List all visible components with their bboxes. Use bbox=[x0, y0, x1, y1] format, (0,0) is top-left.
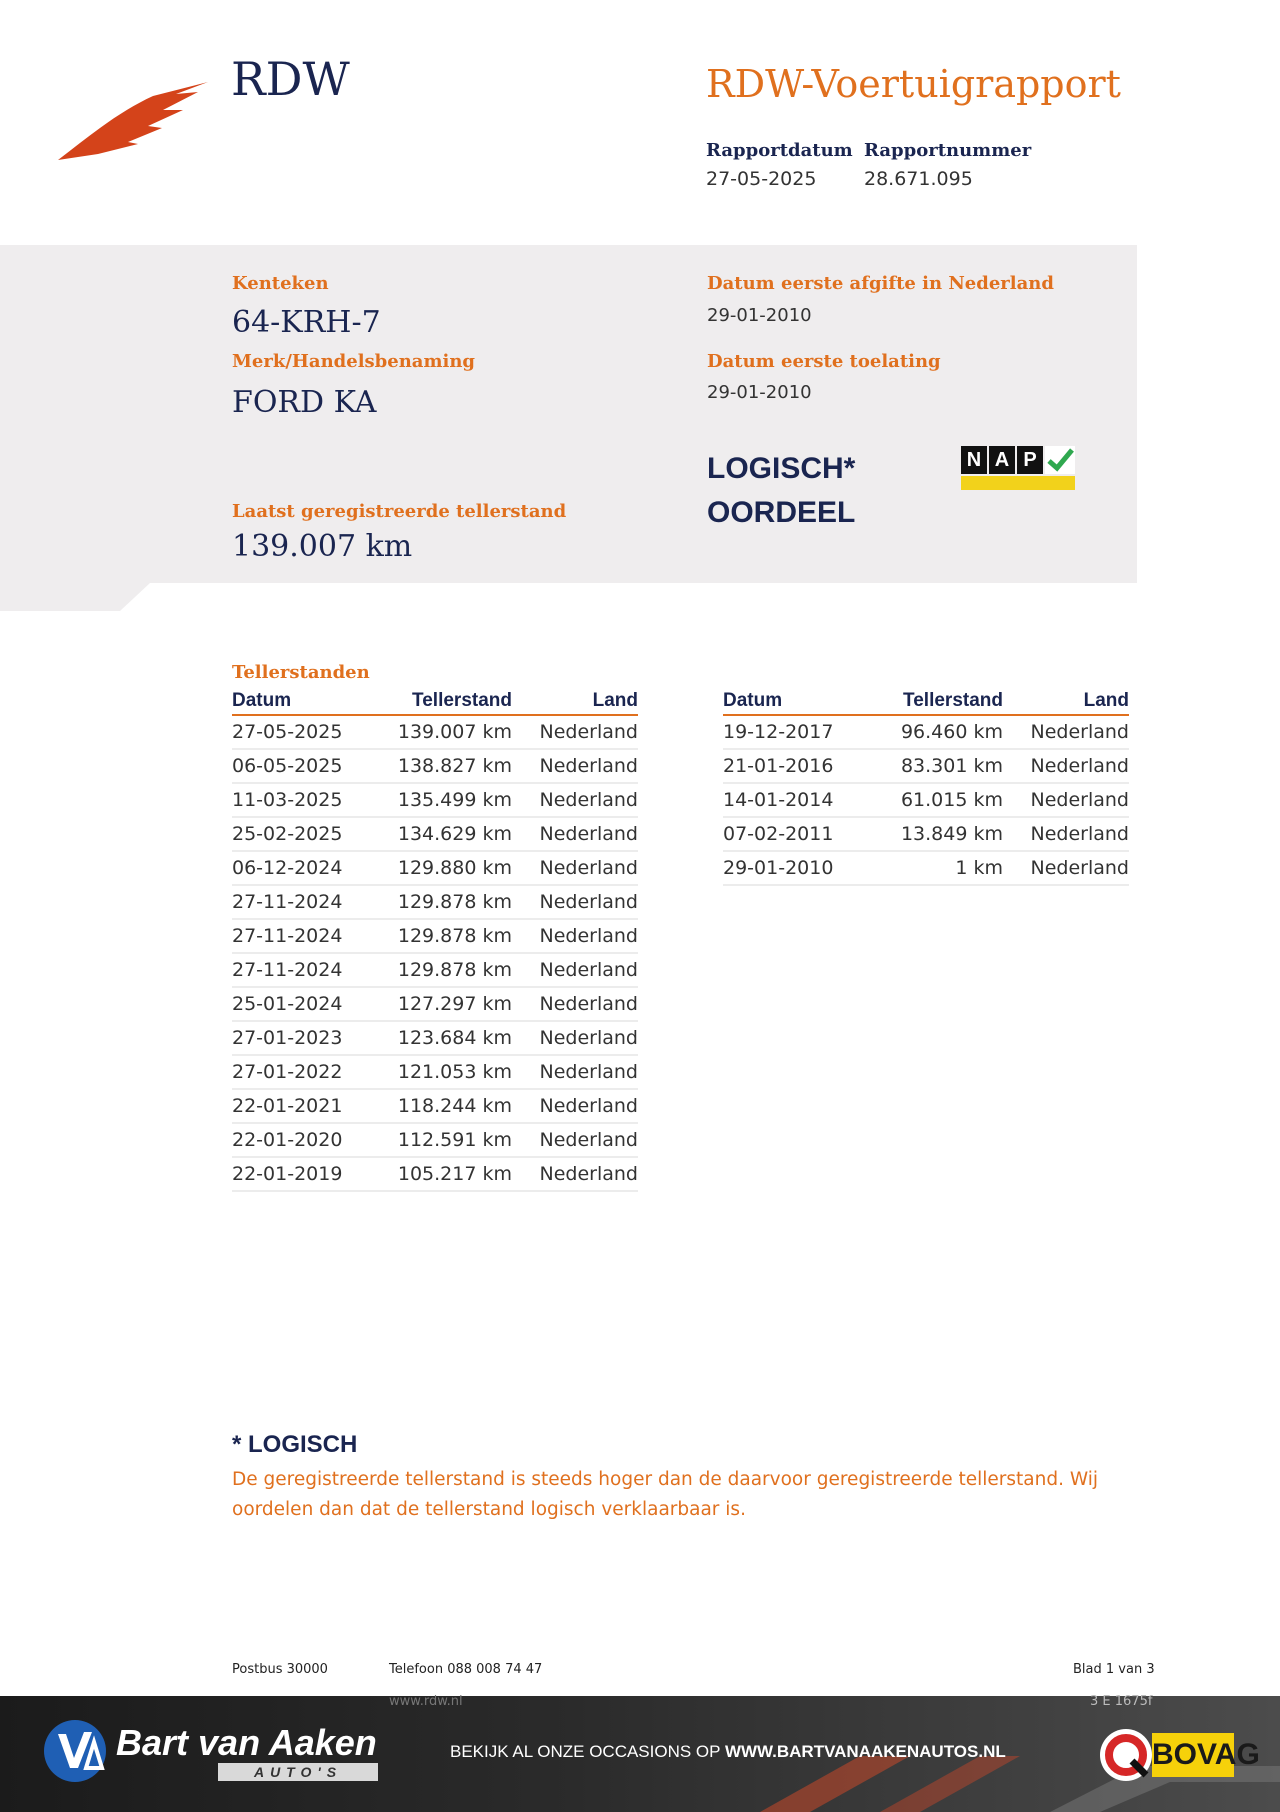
panel-notch bbox=[0, 583, 150, 611]
cell-country: Nederland bbox=[512, 919, 638, 953]
footnote-title: * LOGISCH bbox=[232, 1431, 358, 1458]
footer-postbus: Postbus 30000 bbox=[232, 1662, 328, 1677]
footer-code: 3 E 1675f bbox=[1090, 1694, 1153, 1709]
cell-reading: 121.053 km bbox=[382, 1055, 512, 1089]
cell-date: 25-02-2025 bbox=[232, 817, 382, 851]
make-value: FORD KA bbox=[232, 385, 377, 420]
cell-reading: 138.827 km bbox=[382, 749, 512, 783]
nap-bar bbox=[961, 476, 1075, 490]
nap-letter-a: A bbox=[989, 446, 1015, 474]
cell-country: Nederland bbox=[1003, 715, 1129, 749]
cell-date: 22-01-2021 bbox=[232, 1089, 382, 1123]
report-number-label: Rapportnummer bbox=[864, 140, 1032, 161]
odometer-table-left bbox=[232, 690, 638, 1192]
banner-url-link[interactable]: WWW.BARTVANAAKENAUTOS.NL bbox=[724, 1742, 1006, 1761]
cell-date: 29-01-2010 bbox=[723, 851, 873, 885]
report-date: 27-05-2025 bbox=[706, 168, 817, 190]
table-row bbox=[232, 749, 638, 783]
cell-date: 27-11-2024 bbox=[232, 885, 382, 919]
cell-reading: 135.499 km bbox=[382, 783, 512, 817]
cell-country: Nederland bbox=[512, 1089, 638, 1123]
cell-date: 21-01-2016 bbox=[723, 749, 873, 783]
col-date: Datum bbox=[723, 690, 873, 715]
plate-label: Kenteken bbox=[232, 273, 329, 294]
table-row bbox=[723, 817, 1129, 851]
cell-reading: 129.878 km bbox=[382, 919, 512, 953]
cell-date: 22-01-2019 bbox=[232, 1157, 382, 1191]
cell-date: 22-01-2020 bbox=[232, 1123, 382, 1157]
cell-country: Nederland bbox=[1003, 851, 1129, 885]
make-label: Merk/Handelsbenaming bbox=[232, 351, 476, 372]
cell-country: Nederland bbox=[512, 1123, 638, 1157]
cell-country: Nederland bbox=[512, 1157, 638, 1191]
cell-country: Nederland bbox=[512, 715, 638, 749]
nap-letter-n: N bbox=[961, 446, 987, 474]
nap-check-icon bbox=[1045, 446, 1075, 474]
cell-reading: 61.015 km bbox=[873, 783, 1003, 817]
last-odometer-label: Laatst geregistreerde tellerstand bbox=[232, 501, 567, 522]
cell-date: 14-01-2014 bbox=[723, 783, 873, 817]
cell-date: 06-05-2025 bbox=[232, 749, 382, 783]
table-row bbox=[723, 783, 1129, 817]
cell-date: 27-01-2023 bbox=[232, 1021, 382, 1055]
dealer-subtitle: AUTO'S bbox=[218, 1763, 378, 1781]
table-row bbox=[232, 817, 638, 851]
col-reading: Tellerstand bbox=[382, 690, 512, 715]
col-country: Land bbox=[512, 690, 638, 715]
footer-page: Blad 1 van 3 bbox=[1073, 1662, 1155, 1677]
verdict-line2: OORDEEL bbox=[707, 496, 856, 529]
cell-date: 27-11-2024 bbox=[232, 953, 382, 987]
cell-country: Nederland bbox=[1003, 783, 1129, 817]
table-row bbox=[232, 783, 638, 817]
table-row bbox=[232, 851, 638, 885]
footer-website[interactable]: www.rdw.nl bbox=[389, 1694, 463, 1709]
last-odometer-value: 139.007 km bbox=[232, 529, 413, 564]
cell-date: 27-05-2025 bbox=[232, 715, 382, 749]
cell-country: Nederland bbox=[512, 885, 638, 919]
footer-phone: Telefoon 088 008 74 47 bbox=[389, 1662, 543, 1677]
first-admission-label: Datum eerste toelating bbox=[707, 351, 941, 372]
dealer-logo-icon bbox=[42, 1718, 112, 1784]
verdict-line1: LOGISCH* bbox=[707, 452, 856, 485]
report-number: 28.671.095 bbox=[864, 168, 973, 190]
banner-tagline bbox=[450, 1742, 1006, 1762]
cell-country: Nederland bbox=[512, 783, 638, 817]
cell-reading: 13.849 km bbox=[873, 817, 1003, 851]
first-admission-value: 29-01-2010 bbox=[707, 382, 812, 403]
cell-reading: 134.629 km bbox=[382, 817, 512, 851]
table-row bbox=[232, 885, 638, 919]
cell-date: 11-03-2025 bbox=[232, 783, 382, 817]
cell-country: Nederland bbox=[512, 817, 638, 851]
table-row bbox=[232, 1123, 638, 1157]
bovag-label: BOVAG bbox=[1152, 1733, 1234, 1777]
cell-country: Nederland bbox=[512, 749, 638, 783]
table-row bbox=[232, 1089, 638, 1123]
cell-country: Nederland bbox=[1003, 817, 1129, 851]
table-row bbox=[232, 987, 638, 1021]
odometer-table-right bbox=[723, 690, 1129, 886]
vehicle-summary-panel bbox=[0, 245, 1137, 583]
table-row bbox=[723, 715, 1129, 749]
cell-reading: 129.878 km bbox=[382, 953, 512, 987]
table-row bbox=[232, 715, 638, 749]
footnote-text: De geregistreerde tellerstand is steeds hoger dan de daarvoor geregistreerde tellerstand. Wij oordelen dan dat de tellerstand logisch verklaarbaar is. bbox=[232, 1469, 1098, 1520]
table-row bbox=[723, 851, 1129, 885]
cell-reading: 105.217 km bbox=[382, 1157, 512, 1191]
cell-date: 25-01-2024 bbox=[232, 987, 382, 1021]
dealer-name: Bart van Aaken bbox=[116, 1722, 377, 1763]
plate-value: 64-KRH-7 bbox=[232, 305, 381, 340]
cell-date: 27-11-2024 bbox=[232, 919, 382, 953]
cell-reading: 129.880 km bbox=[382, 851, 512, 885]
col-date: Datum bbox=[232, 690, 382, 715]
cell-date: 27-01-2022 bbox=[232, 1055, 382, 1089]
cell-reading: 1 km bbox=[873, 851, 1003, 885]
odometer-section-title: Tellerstanden bbox=[232, 662, 370, 683]
cell-reading: 129.878 km bbox=[382, 885, 512, 919]
cell-country: Nederland bbox=[512, 987, 638, 1021]
cell-country: Nederland bbox=[1003, 749, 1129, 783]
table-row bbox=[232, 1055, 638, 1089]
banner-tagline-text: BEKIJK AL ONZE OCCASIONS OP bbox=[450, 1742, 721, 1761]
first-issue-nl-value: 29-01-2010 bbox=[707, 305, 812, 326]
cell-date: 07-02-2011 bbox=[723, 817, 873, 851]
cell-reading: 118.244 km bbox=[382, 1089, 512, 1123]
cell-country: Nederland bbox=[512, 1055, 638, 1089]
nap-letter-p: P bbox=[1017, 446, 1043, 474]
table-row bbox=[232, 919, 638, 953]
cell-reading: 96.460 km bbox=[873, 715, 1003, 749]
cell-country: Nederland bbox=[512, 953, 638, 987]
cell-country: Nederland bbox=[512, 851, 638, 885]
report-title: RDW-Voertuigrapport bbox=[706, 62, 1121, 106]
cell-reading: 123.684 km bbox=[382, 1021, 512, 1055]
cell-date: 06-12-2024 bbox=[232, 851, 382, 885]
cell-reading: 83.301 km bbox=[873, 749, 1003, 783]
table-row bbox=[232, 1157, 638, 1191]
table-row bbox=[232, 953, 638, 987]
cell-reading: 127.297 km bbox=[382, 987, 512, 1021]
first-issue-nl-label: Datum eerste afgifte in Nederland bbox=[707, 273, 1054, 294]
col-country: Land bbox=[1003, 690, 1129, 715]
table-row bbox=[723, 749, 1129, 783]
rdw-wing-logo bbox=[58, 82, 208, 162]
report-date-label: Rapportdatum bbox=[706, 140, 853, 161]
nap-logo bbox=[961, 446, 1075, 492]
brand-name: RDW bbox=[231, 52, 350, 106]
bovag-emblem-icon bbox=[1098, 1727, 1154, 1783]
col-reading: Tellerstand bbox=[873, 690, 1003, 715]
cell-reading: 112.591 km bbox=[382, 1123, 512, 1157]
cell-reading: 139.007 km bbox=[382, 715, 512, 749]
table-row bbox=[232, 1021, 638, 1055]
cell-country: Nederland bbox=[512, 1021, 638, 1055]
bovag-badge bbox=[1098, 1727, 1260, 1783]
cell-date: 19-12-2017 bbox=[723, 715, 873, 749]
